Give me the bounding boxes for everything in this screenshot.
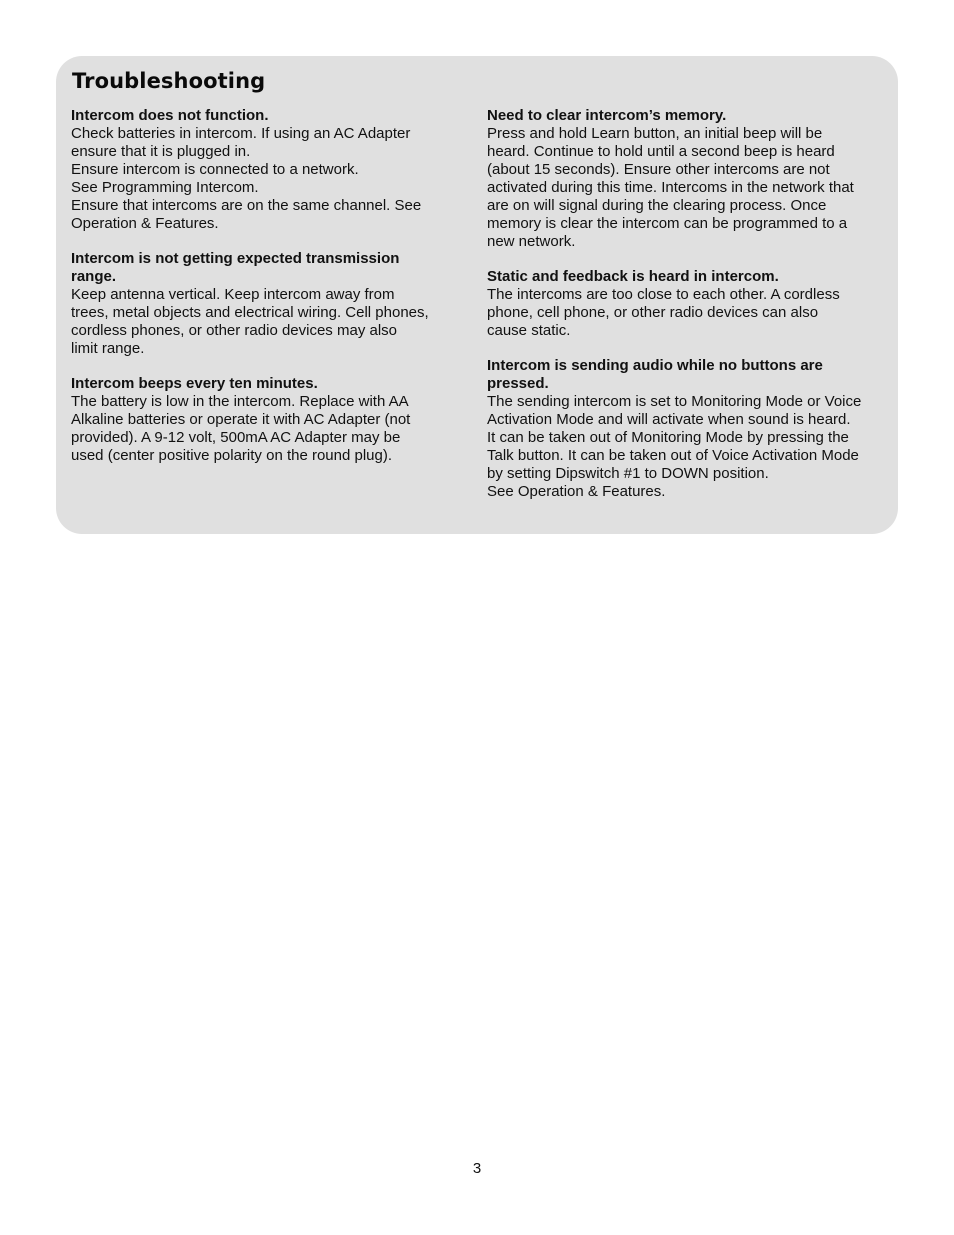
entry-line: new network. (487, 233, 576, 250)
entry-line: heard. Continue to hold until a second beep is heard (487, 143, 835, 160)
entry-line: trees, metal objects and electrical wiring. Cell phones, (71, 304, 429, 321)
troubleshooting-entry-clear-memory (487, 107, 887, 251)
entry-heading: Intercom beeps every ten minutes. (71, 375, 318, 392)
entry-line: It can be taken out of Monitoring Mode by pressing the (487, 429, 849, 446)
entry-line: Press and hold Learn button, an initial beep will be (487, 125, 823, 142)
entry-line: cordless phones, or other radio devices may also (71, 322, 398, 339)
entry-heading: Intercom is sending audio while no buttons are (487, 357, 823, 374)
entry-line: phone, cell phone, or other radio devices can also (487, 304, 819, 321)
entry-line: (about 15 seconds). Ensure other intercoms are not (487, 161, 830, 178)
entry-heading: range. (71, 268, 117, 285)
entry-line: The sending intercom is set to Monitoring Mode or Voice (487, 393, 862, 410)
entry-line: by setting Dipswitch #1 to DOWN position. (487, 465, 769, 482)
troubleshooting-entry-sending-audio (487, 357, 887, 501)
entry-line: See Programming Intercom. (71, 179, 259, 196)
entry-heading: Need to clear intercom’s memory. (487, 107, 727, 124)
entry-line: Activation Mode and will activate when sound is heard. (487, 411, 851, 428)
entry-line: used (center positive polarity on the round plug). (71, 447, 393, 464)
troubleshooting-entry-static (487, 268, 887, 340)
entry-line: Ensure that intercoms are on the same channel. See (71, 197, 422, 214)
entry-line: activated during this time. Intercoms in the network that (487, 179, 854, 196)
entry-line: Check batteries in intercom. If using an AC Adapter (71, 125, 411, 142)
entry-line: memory is clear the intercom can be programmed to a (487, 215, 848, 232)
entry-line: The battery is low in the intercom. Replace with AA (71, 393, 409, 410)
entry-heading: Static and feedback is heard in intercom. (487, 268, 779, 285)
troubleshooting-entry-no-function (71, 107, 461, 233)
entry-heading: Intercom is not getting expected transmission (71, 250, 400, 267)
entry-line: The intercoms are too close to each other. A cordless (487, 286, 840, 303)
entry-line: are on will signal during the clearing process. Once (487, 197, 827, 214)
entry-line: cause static. (487, 322, 571, 339)
page-number: 3 (472, 1160, 482, 1177)
left-column (71, 107, 461, 482)
entry-heading: pressed. (487, 375, 549, 392)
troubleshooting-entry-beeps (71, 375, 461, 465)
section-title: Troubleshooting (72, 69, 266, 93)
entry-line: limit range. (71, 340, 145, 357)
troubleshooting-entry-range (71, 250, 461, 358)
entry-line: Keep antenna vertical. Keep intercom away from (71, 286, 395, 303)
entry-line: Alkaline batteries or operate it with AC Adapter (not (71, 411, 411, 428)
entry-line: Operation & Features. (71, 215, 219, 232)
entry-line: provided). A 9-12 volt, 500mA AC Adapter may be (71, 429, 401, 446)
entry-line: Talk button. It can be taken out of Voice Activation Mode (487, 447, 859, 464)
troubleshooting-panel (56, 56, 898, 534)
entry-line: See Operation & Features. (487, 483, 666, 500)
right-column (487, 107, 887, 518)
entry-heading: Intercom does not function. (71, 107, 269, 124)
entry-line: ensure that it is plugged in. (71, 143, 251, 160)
entry-line: Ensure intercom is connected to a network. (71, 161, 359, 178)
